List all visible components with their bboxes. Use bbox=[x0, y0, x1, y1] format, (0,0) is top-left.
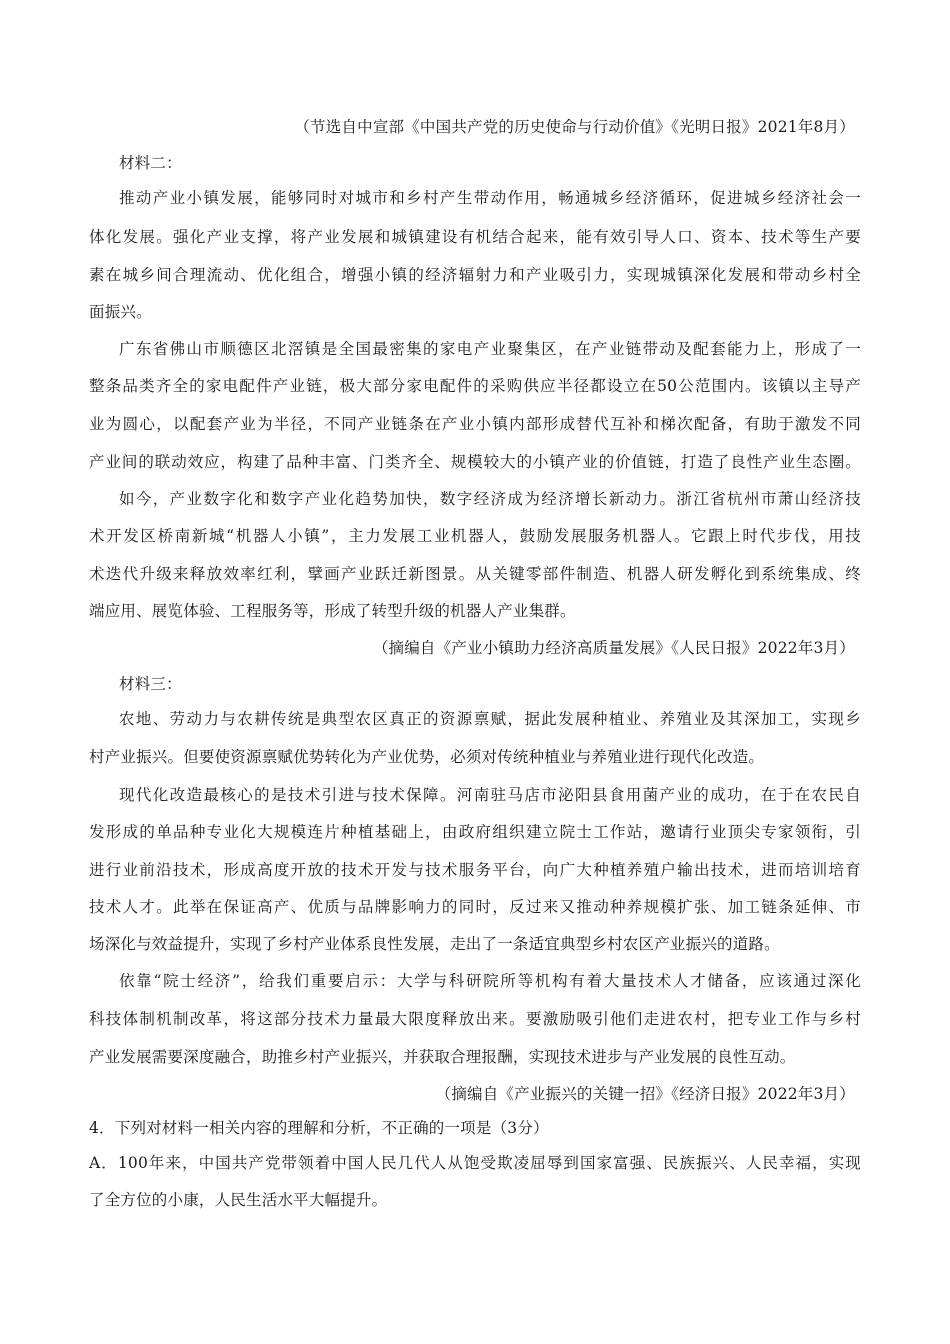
material-2-p3-line-2: 术开发区桥南新城“机器人小镇”，主力发展工业机器人，鼓励发展服务机器人。它跟上时代步伐，用技 bbox=[89, 527, 861, 545]
material-2-p1-line-1: 推动产业小镇发展，能够同时对城市和乡村产生带动作用，畅通城乡经济循环，促进城乡经济社会一 bbox=[119, 189, 861, 207]
material-2-p2-line-4: 产业间的联动效应，构建了品种丰富、门类齐全、规模较大的小镇产业的价值链，打造了良性产业生态圈。 bbox=[89, 453, 861, 471]
material-3-p2-line-2: 发形成的单品种专业化大规模连片种植基础上，由政府组织建立院士工作站，邀请行业顶尖专家领衔，引 bbox=[89, 823, 861, 841]
material-3-p2-line-3: 进行业前沿技术，形成高度开放的技术开发与技术服务平台，向广大种植养殖户输出技术，进而培训培育 bbox=[89, 861, 861, 879]
material-2-heading: 材料二： bbox=[119, 154, 182, 172]
question-4-option-a-line-2: 了全方位的小康，人民生活水平大幅提升。 bbox=[89, 1191, 388, 1209]
material-3-p2-line-1: 现代化改造最核心的是技术引进与技术保障。河南驻马店市泌阳县食用菌产业的成功，在于在农民自 bbox=[119, 786, 861, 804]
material-2-p2-line-1: 广东省佛山市顺德区北滘镇是全国最密集的家电产业聚集区，在产业链带动及配套能力上，形成了一 bbox=[119, 340, 861, 358]
source-citation-2: （摘编自《产业小镇助力经济高质量发展》《人民日报》2022年3月） bbox=[372, 639, 855, 657]
source-citation-3: （摘编自《产业振兴的关键一招》《经济日报》2022年3月） bbox=[435, 1085, 855, 1103]
material-2-p1-line-2: 体化发展。强化产业支撑，将产业发展和城镇建设有机结合起来，能有效引导人口、资本、技术等生产要 bbox=[89, 228, 861, 246]
material-2-p3-line-1: 如今，产业数字化和数字产业化趋势加快，数字经济成为经济增长新动力。浙江省杭州市萧山经济技 bbox=[119, 490, 861, 508]
material-3-p1-line-1: 农地、劳动力与农耕传统是典型农区真正的资源禀赋，据此发展种植业、养殖业及其深加工，实现乡 bbox=[119, 710, 861, 728]
material-2-p2-line-2: 整条品类齐全的家电配件产业链，极大部分家电配件的采购供应半径都设立在50公范围内。该镇以主导产 bbox=[89, 377, 861, 395]
material-3-p3-line-1: 依靠“院士经济”，给我们重要启示：大学与科研院所等机构有着大量技术人才储备，应该通过深化 bbox=[119, 972, 861, 990]
material-3-p3-line-3: 产业发展需要深度融合，助推乡村产业振兴，并获取合理报酬，实现技术进步与产业发展的良性互动。 bbox=[89, 1048, 796, 1066]
material-3-p1-line-2: 村产业振兴。但要使资源禀赋优势转化为产业优势，必须对传统种植业与养殖业进行现代化改造。 bbox=[89, 748, 765, 766]
material-3-heading: 材料三： bbox=[119, 675, 182, 693]
material-3-p3-line-2: 科技体制机制改革，将这部分技术力量最大限度释放出来。要激励吸引他们走进农村，把专业工作与乡村 bbox=[89, 1010, 861, 1028]
question-4-stem: 4．下列对材料一相关内容的理解和分析，不正确的一项是（3分） bbox=[89, 1119, 549, 1137]
material-2-p2-line-3: 业为圆心，以配套产业为半径，不同产业链条在产业小镇内部形成替代互补和梯次配备，有助于激发不同 bbox=[89, 415, 861, 433]
question-4-option-a-line-1: A．100年来，中国共产党带领着中国人民几代人从饱受欺凌屈辱到国家富强、民族振兴、人民幸福，实现 bbox=[89, 1154, 861, 1172]
material-2-p1-line-3: 素在城乡间合理流动、优化组合，增强小镇的经济辐射力和产业吸引力，实现城镇深化发展和带动乡村全 bbox=[89, 266, 861, 284]
material-3-p2-line-4: 技术人才。此举在保证高产、优质与品牌影响力的同时，反过来又推动种养规模扩张、加工链条延伸、市 bbox=[89, 898, 861, 916]
source-citation-1: （节选自中宣部《中国共产党的历史使命与行动价值》《光明日报》2021年8月） bbox=[294, 118, 855, 136]
material-2-p3-line-4: 端应用、展览体验、工程服务等，形成了转型升级的机器人产业集群。 bbox=[89, 602, 576, 620]
material-3-p2-line-5: 场深化与效益提升，实现了乡村产业体系良性发展，走出了一条适宜典型乡村农区产业振兴的道路。 bbox=[89, 935, 780, 953]
material-2-p1-line-4: 面振兴。 bbox=[89, 303, 152, 321]
material-2-p3-line-3: 术迭代升级来释放效率红利，擘画产业跃迁新图景。从关键零部件制造、机器人研发孵化到系统集成、终 bbox=[89, 565, 861, 583]
